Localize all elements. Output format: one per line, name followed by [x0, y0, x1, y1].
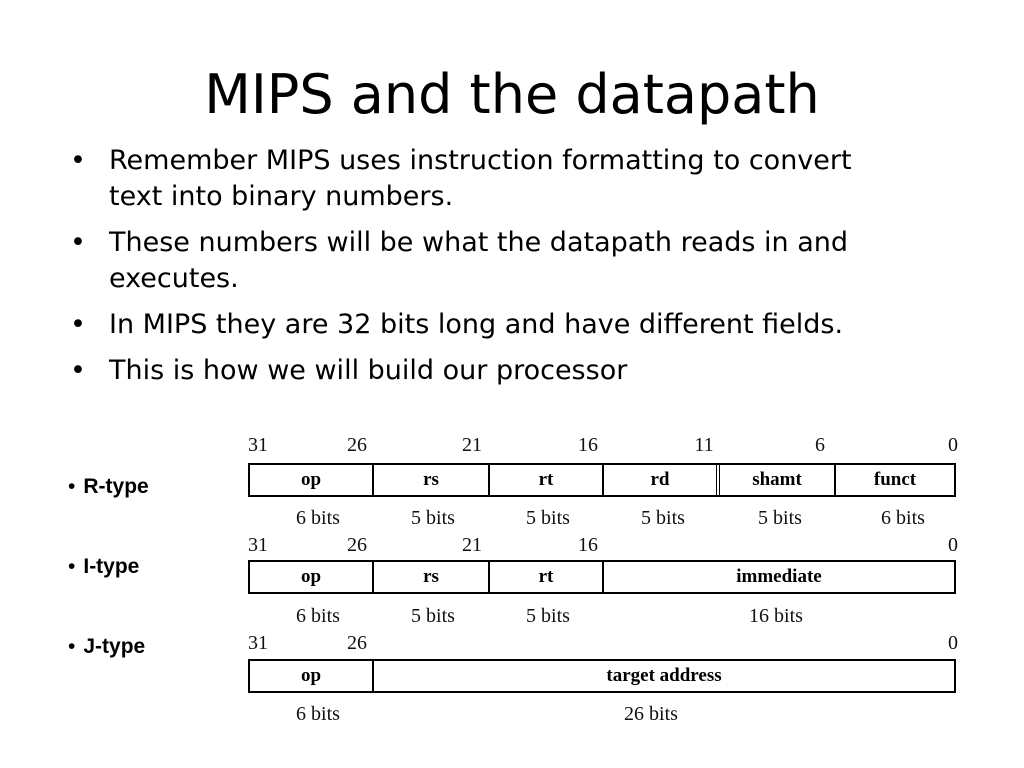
bit-position: 31 — [248, 534, 268, 556]
field-op: op — [250, 661, 374, 691]
bit-position: 31 — [248, 434, 268, 456]
slide-title: MIPS and the datapath — [204, 63, 820, 126]
bullet-dot: • — [70, 355, 86, 386]
bullet-text-line: In MIPS they are 32 bits long and have different fields. — [109, 309, 844, 340]
bullet-text-line: These numbers will be what the datapath reads in and — [109, 227, 849, 258]
i-type-label: • I-type — [68, 555, 140, 578]
bit-position: 16 — [578, 534, 598, 556]
instruction-box — [248, 463, 956, 497]
bullet-dot: • — [70, 309, 86, 340]
bullet-dot: • — [70, 227, 86, 258]
j-type-label: • J-type — [68, 635, 146, 658]
bit-position: 31 — [248, 632, 268, 654]
field-width: 26 bits — [624, 703, 678, 725]
field-rs: rs — [374, 465, 490, 495]
bullet-text-line: text into binary numbers. — [109, 181, 454, 212]
bit-position: 16 — [578, 434, 598, 456]
r-type-format — [248, 434, 956, 534]
field-target-address: target address — [606, 665, 722, 686]
bullet-item — [70, 225, 970, 297]
field-rt: rt — [490, 465, 604, 495]
field-width: 5 bits — [641, 507, 685, 529]
field-rs: rs — [374, 562, 490, 592]
i-type-format — [248, 534, 956, 634]
bit-position: 21 — [462, 534, 482, 556]
bit-position: 6 — [815, 434, 825, 456]
field-immediate: immediate — [736, 566, 822, 587]
field-rd: rd — [604, 465, 720, 495]
field-width: 6 bits — [881, 507, 925, 529]
field-width: 5 bits — [526, 605, 570, 627]
field-width: 5 bits — [758, 507, 802, 529]
bit-position: 26 — [347, 632, 367, 654]
bit-position: 26 — [347, 434, 367, 456]
field-width: 5 bits — [526, 507, 570, 529]
bullet-text-line: Remember MIPS uses instruction formatting to convert — [109, 145, 852, 176]
field-funct: funct — [873, 469, 917, 490]
bullet-dot: • — [68, 475, 76, 498]
instruction-box — [248, 659, 956, 693]
field-op: op — [250, 562, 374, 592]
bullet-dot: • — [68, 635, 76, 658]
field-shamt: shamt — [720, 465, 836, 495]
field-width: 6 bits — [296, 703, 340, 725]
bit-position: 0 — [948, 632, 958, 654]
bit-position: 11 — [694, 434, 714, 456]
bullet-list — [70, 143, 970, 399]
instruction-box — [248, 560, 956, 594]
bullet-item — [70, 353, 970, 389]
bit-position: 26 — [347, 534, 367, 556]
bullet-text-line: This is how we will build our processor — [109, 355, 628, 386]
j-type-format — [248, 632, 956, 732]
field-width: 6 bits — [296, 605, 340, 627]
bullet-item — [70, 307, 970, 343]
bit-position: 0 — [948, 534, 958, 556]
field-width: 16 bits — [749, 605, 803, 627]
field-op: op — [250, 465, 374, 495]
field-width: 6 bits — [296, 507, 340, 529]
bullet-dot: • — [68, 555, 76, 578]
bullet-item — [70, 143, 970, 215]
field-rt: rt — [490, 562, 604, 592]
bit-position: 0 — [948, 434, 958, 456]
bullet-text-line: executes. — [109, 263, 239, 294]
field-width: 5 bits — [411, 605, 455, 627]
r-type-label: • R-type — [68, 475, 149, 498]
field-width: 5 bits — [411, 507, 455, 529]
bit-position: 21 — [462, 434, 482, 456]
bullet-dot: • — [70, 145, 86, 176]
